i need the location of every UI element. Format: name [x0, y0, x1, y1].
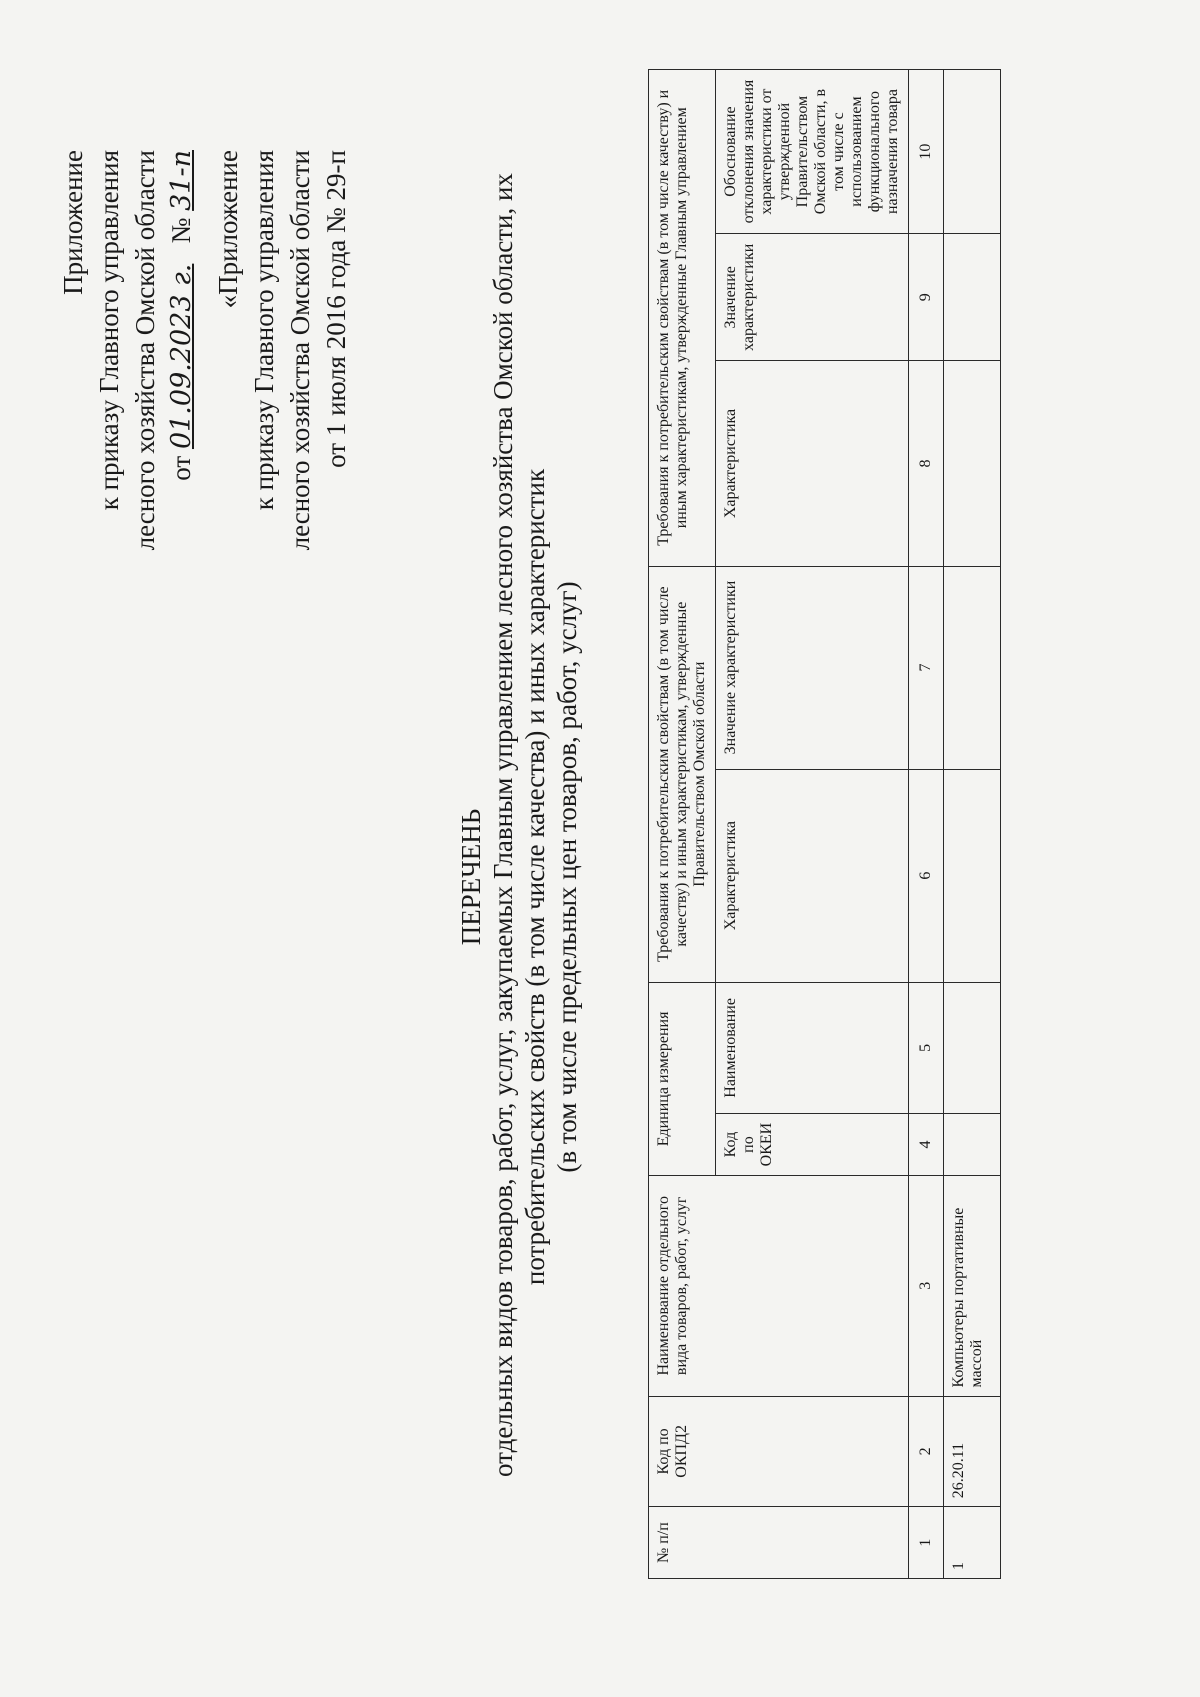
cell-unit-name [944, 982, 1001, 1113]
column-number: 7 [909, 566, 944, 769]
column-number: 1 [909, 1507, 944, 1579]
cell-dept-value [944, 234, 1001, 361]
column-number-row [909, 70, 944, 1579]
cell-okpd: 26.20.11 [944, 1396, 1001, 1507]
column-number: 4 [909, 1114, 944, 1176]
title-line: (в том числе предельных цен товаров, работ, услуг) [552, 581, 582, 1173]
appendix-header-original [210, 150, 354, 550]
cell-num: 1 [944, 1507, 1001, 1579]
appendix-line: к приказу Главного управления [249, 150, 279, 511]
title-line: отдельных видов товаров, работ, услуг, закупаемых Главным управлением лесного хозяйства Омской области, их [488, 173, 518, 1477]
appendix-header-new [55, 150, 200, 550]
appendix-line: лесного хозяйства Омской области [130, 150, 160, 551]
appendix-line: лесного хозяйства Омской области [285, 150, 315, 551]
cell-unit-code [944, 1114, 1001, 1176]
column-number: 9 [909, 234, 944, 361]
goods-requirements-table [648, 69, 1001, 1579]
column-number: 3 [909, 1176, 944, 1396]
table-row [944, 70, 1001, 1579]
header-unit: Единица измерения [649, 982, 716, 1175]
header-gov-value: Значение характеристики [716, 566, 909, 769]
column-number: 10 [909, 70, 944, 234]
header-dept-value: Значение характеристики [716, 234, 909, 361]
cell-name: Компьютеры портативные массой [944, 1176, 1001, 1396]
header-unit-name: Наименование [716, 982, 909, 1113]
appendix-date-number [163, 150, 200, 550]
header-okpd: Код по ОКПД2 [649, 1396, 909, 1507]
handwritten-number: 31-п [166, 150, 197, 211]
header-unit-code: Код по ОКЕИ [716, 1114, 909, 1176]
header-dept-char: Характеристика [716, 361, 909, 566]
appendix-date-number: от 1 июля 2016 года № 29-п [321, 150, 351, 468]
appendix-title: «Приложение [213, 150, 243, 309]
header-gov-char: Характеристика [716, 769, 909, 982]
header-justification: Обоснование отклонения значения характеристики от утвержденной Правительством Омской области, в том числе с использованием функционального назначения товара [716, 70, 909, 234]
appendix-line: к приказу Главного управления [94, 150, 124, 511]
date-prefix: от [166, 449, 196, 481]
column-number: 2 [909, 1396, 944, 1507]
cell-justification [944, 70, 1001, 234]
header-gov-requirements: Требования к потребительским свойствам (в том числе качеству) и иным характеристикам, утвержденные Правительством Омской области [649, 566, 716, 982]
header-dept-requirements: Требования к потребительским свойствам (в том числе качеству) и иным характеристикам, утвержденные Главным управлением [649, 70, 716, 567]
handwritten-date: 01.09.2023 г. [166, 263, 197, 450]
table-header-row [649, 70, 716, 1579]
title-line: потребительских свойств (в том числе качества) и иных характеристик [520, 468, 550, 1286]
header-name: Наименование отдельного вида товаров, работ, услуг [649, 1176, 909, 1396]
header-num: № п/п [649, 1507, 909, 1579]
column-number: 5 [909, 982, 944, 1113]
cell-gov-value [944, 566, 1001, 769]
title-heading: ПЕРЕЧЕНЬ [456, 808, 486, 946]
cell-dept-char [944, 361, 1001, 566]
appendix-title: Приложение [58, 150, 88, 295]
number-prefix: № [166, 210, 196, 244]
document-title [455, 173, 583, 1477]
column-number: 6 [909, 769, 944, 982]
column-number: 8 [909, 361, 944, 566]
cell-gov-char [944, 769, 1001, 982]
